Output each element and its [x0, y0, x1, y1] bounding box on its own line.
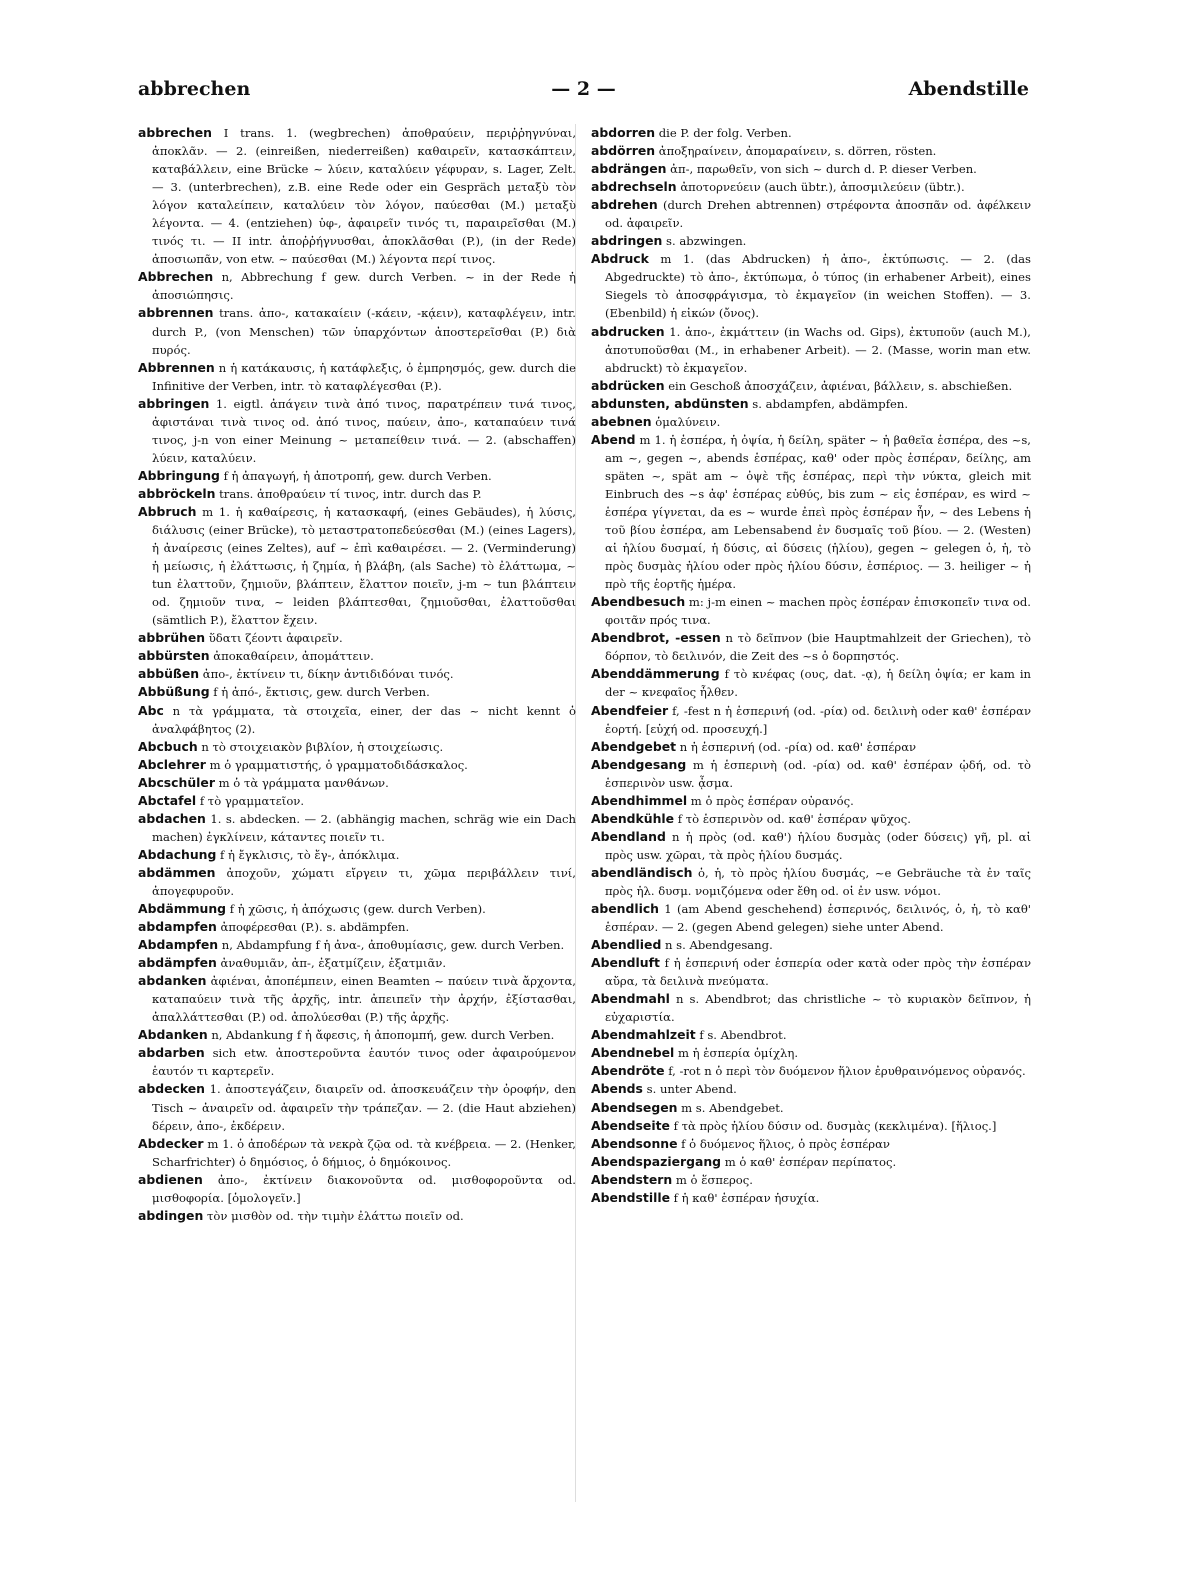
entry-definition: n ἡ πρὸς (od. καθ') ἡλίου δυσμὰς (oder δύσεις) γῆ, pl. αἱ πρὸς usw. χῶραι, τὰ πρὸς ἡλίου δυσμάς. [605, 829, 1031, 862]
dictionary-entry [138, 359, 576, 395]
dictionary-entry [591, 178, 1031, 196]
entry-definition: ἀποφέρεσθαι (P.). s. abdämpfen. [216, 920, 410, 935]
dictionary-entry [591, 142, 1031, 160]
entry-headword: Abendgesang [591, 756, 687, 772]
entry-headword: Abendfeier [591, 702, 669, 718]
entry-definition: ἀποχοῦν, χώματι εἴργειν τι, χῶμα περιβάλλειν τινί, ἀπογεφυροῦν. [152, 865, 576, 898]
entry-definition: f ἡ ἑσπερινή oder ἑσπερία oder κατὰ oder πρὸς τὴν ἑσπέραν αὔρα, τὰ δειλινὰ πνεύματα. [605, 956, 1031, 989]
entry-headword: abdienen [138, 1171, 203, 1187]
entry-definition: ἀπο-, ἐκτίνειν διακονοῦντα od. μισθοφοροῦντα od. μισθοφορία. [ὁμολογεῖν.] [152, 1172, 576, 1205]
entry-headword: Abendstille [591, 1189, 670, 1205]
entry-definition: n ἡ κατάκαυσις, ἡ κατάφλεξις, ὁ ἐμπρησμός, gew. durch die Infinitive der Verben, intr. τὸ καταφλέγεσθαι (P.). [152, 360, 576, 393]
dictionary-entry [591, 1135, 1031, 1153]
entry-headword: Abbruch [138, 503, 197, 519]
dictionary-entry [138, 665, 576, 683]
entry-definition: f ἡ καθ' ἑσπέραν ἡσυχία. [670, 1190, 820, 1205]
dictionary-entry [138, 1171, 576, 1207]
entry-definition: f ἡ χῶσις, ἡ ἀπόχωσις (gew. durch Verben). [226, 902, 486, 917]
entry-definition: f ἡ ἀπαγωγή, ἡ ἀποτροπή, gew. durch Verben. [219, 468, 492, 483]
dictionary-entry [591, 160, 1031, 178]
entry-definition: f τὸ κνέφας (ους, dat. -ᾳ), ἡ δείλη ὀψία; er kam in der ~ κνεφαῖος ἦλθεν. [605, 667, 1031, 700]
entry-definition: m ὁ πρὸς ἑσπέραν οὐρανός. [687, 793, 854, 808]
dictionary-entry [138, 683, 576, 701]
entry-headword: Abdampfen [138, 937, 219, 953]
dictionary-entry [138, 467, 576, 485]
page-number: — 2 — [551, 78, 616, 100]
entry-definition: s. abdampfen, abdämpfen. [748, 396, 909, 411]
entry-definition: m ἡ ἑσπερινὴ (od. -ρία) od. καθ' ἑσπέραν ᾠδή, od. τὸ ἑσπερινὸν usw. ᾆσμα. [605, 757, 1031, 790]
dictionary-entry [591, 1117, 1031, 1135]
entry-headword: Abbrechen [138, 269, 214, 285]
entry-definition: ὕδατι ζέοντι ἀφαιρεῖν. [205, 631, 343, 646]
entry-headword: Abbrennen [138, 359, 215, 375]
left-column [138, 124, 576, 1225]
dictionary-entry [591, 1189, 1031, 1207]
entry-definition: m ὁ γραμματιστής, ὁ γραμματοδιδάσκαλος. [205, 757, 468, 772]
entry-headword: Abendspaziergang [591, 1153, 722, 1169]
entry-headword: abdrücken [591, 377, 665, 393]
entry-definition: m ὁ καθ' ἑσπέραν περίπατος. [721, 1154, 897, 1169]
dictionary-entry [591, 124, 1031, 142]
dictionary-entry [138, 629, 576, 647]
entry-headword: Abdruck [591, 251, 649, 267]
entry-headword: abebnen [591, 413, 652, 429]
entry-headword: Abdachung [138, 846, 217, 862]
entry-headword: Abdanken [138, 1027, 208, 1043]
dictionary-entry [591, 1062, 1031, 1080]
dictionary-entry [591, 756, 1031, 792]
dictionary-entry [138, 268, 576, 304]
entry-headword: abdampfen [138, 919, 217, 935]
dictionary-entry [138, 702, 576, 738]
entry-definition: m: j-m einen ~ machen πρὸς ἑσπέραν ἐπισκοπεῖν τινα od. φοιτᾶν πρός τινα. [605, 595, 1031, 628]
dictionary-entry [138, 846, 576, 864]
entry-definition: m 1. ὁ ἀποδέρων τὰ νεκρὰ ζῷα od. τὰ κνέβρεια. — 2. (Henker, Scharfrichter) ὁ δημόσιος, ὁ δήμιος, ὁ δημόκοινος. [152, 1136, 576, 1169]
entry-headword: Abcbuch [138, 738, 198, 754]
dictionary-entry [138, 503, 576, 629]
dictionary-entry [138, 900, 576, 918]
dictionary-entry [138, 774, 576, 792]
entry-headword: abdingen [138, 1207, 204, 1223]
dictionary-entry [138, 1044, 576, 1080]
dictionary-entry [591, 196, 1031, 232]
entry-headword: abdanken [138, 973, 207, 989]
dictionary-entry [138, 972, 576, 1026]
entry-headword: Abendröte [591, 1063, 665, 1079]
entry-definition: ἀναθυμιᾶν, ἀπ-, ἐξατμίζειν, ἐξατμιᾶν. [216, 956, 447, 971]
entry-definition: ἀποκαθαίρειν, ἀπομάττειν. [209, 649, 374, 664]
entry-headword: Abbüßung [138, 684, 210, 700]
dictionary-entry [591, 954, 1031, 990]
entry-definition: n ἡ ἑσπερινή (od. -ρία) od. καθ' ἑσπέραν [676, 739, 917, 754]
entry-definition: f, -fest n ἡ ἑσπερινή (od. -ρία) od. δειλινὴ oder καθ' ἑσπέραν ἑορτή. [εὐχή od. προσευχή.] [605, 703, 1031, 736]
entry-headword: Abendmahl [591, 991, 670, 1007]
entry-definition: m ὁ ἕσπερος. [672, 1172, 753, 1187]
dictionary-entry [138, 485, 576, 503]
entry-definition: ἀφιέναι, ἀποπέμπειν, einen Beamten ~ παύειν τινὰ ἄρχοντα, καταπαύειν τινὰ τῆς ἀρχῆς, intr. ἀπειπεῖν τὴν ἀρχήν, ἐξίστασθαι, ἀπαλλάττεσθαι (P.) od. ἀπολύεσθαι (P.) τῆς ἀρχῆς. [152, 974, 576, 1025]
dictionary-entry [591, 395, 1031, 413]
entry-headword: abdörren [591, 143, 656, 159]
entry-definition: 1. ἀπο-, ἐκμάττειν (in Wachs od. Gips), ἐκτυποῦν (auch M.), ἀποτυποῦσθαι (M., in erhabener Arbeit). — 2. (Masse, worin man etw. abdruckt) τὸ ἐκμαγεῖον. [605, 324, 1031, 375]
entry-headword: Abendsegen [591, 1099, 678, 1115]
dictionary-entry [138, 1135, 576, 1171]
entry-headword: Abendland [591, 828, 666, 844]
dictionary-entry [591, 593, 1031, 629]
entry-headword: abdarben [138, 1045, 205, 1061]
dictionary-entry [591, 738, 1031, 756]
entry-definition: s. unter Abend. [642, 1082, 737, 1097]
dictionary-entry [591, 936, 1031, 954]
entry-headword: Abenddämmerung [591, 666, 720, 682]
entry-headword: abdrängen [591, 161, 667, 177]
entry-definition: n τὸ δεῖπνον (bie Hauptmahlzeit der Griechen), τὸ δόρπον, τὸ δειλινόν, die Zeit des ~s ὁ δορπηστός. [605, 631, 1031, 664]
dictionary-entry [138, 738, 576, 756]
entry-definition: f ἡ ἔγκλισις, τὸ ἔγ-, ἀπόκλιμα. [216, 847, 400, 862]
entry-definition: m 1. ἡ καθαίρεσις, ἡ κατασκαφή, (eines Gebäudes), ἡ λύσις, διάλυσις (einer Brücke), τὸ μεταστρατοπεδεύεσθαι (M.) (eines Lagers), ἡ ἀναίρεσις (eines Zeltes), auf ~ ἐπὶ καθαιρέσει. — 2. (Verminderung) ἡ μείωσις, ἡ ἐλάττωσις, ἡ ζημία, ἡ βλάβη, (als Sache) τὸ ἐλάττωμα, ~ tun ἐλαττοῦν, ζημιοῦν, βλάπτειν, ἔλαττον ποιεῖν, j-m ~ tun βλάπτειν od. ζημιοῦν τινα, ~ leiden βλάπτεσθαι, ζημιοῦσθαι, ἐλαττοῦσθαι (sämtlich P.), ἔλαττον ἔχειν. [152, 504, 576, 628]
dictionary-entry [138, 395, 576, 467]
dictionary-entry [138, 954, 576, 972]
entry-definition: m s. Abendgebet. [677, 1100, 784, 1115]
entry-headword: Abendstern [591, 1171, 673, 1187]
dictionary-entry [591, 900, 1031, 936]
dictionary-entry [591, 864, 1031, 900]
entry-definition: trans. ἀπο-, κατακαίειν (-κάειν, -κᾴειν), καταφλέγειν, intr. durch P., (von Menschen) τῶν ὑπαρχόντων ἀποστερεῖσθαι (P.) διὰ πυρός. [152, 306, 576, 357]
entry-headword: abbürsten [138, 648, 210, 664]
entry-headword: Abendbesuch [591, 594, 686, 610]
dictionary-entry [591, 1171, 1031, 1189]
page-header [138, 78, 1029, 112]
dictionary-entry [138, 792, 576, 810]
entry-definition: f τὸ ἑσπερινὸν od. καθ' ἑσπέραν ψῦχος. [674, 811, 911, 826]
dictionary-entry [591, 792, 1031, 810]
entry-definition: ὁ, ἡ, τὸ πρὸς ἡλίου δυσμάς, ~e Gebräuche τὰ ἐν ταῖς πρὸς ἡλ. δυσμ. νομιζόμενα oder ἔθη od. οἱ ἐν usw. νόμοι. [605, 865, 1031, 898]
entry-headword: Abends [591, 1081, 643, 1097]
entry-definition: n, Abdampfung f ἡ ἀνα-, ἀποθυμίασις, gew. durch Verben. [218, 938, 565, 953]
entry-headword: abdämpfen [138, 955, 217, 971]
entry-headword: abdringen [591, 233, 663, 249]
entry-headword: Abc [138, 702, 164, 718]
entry-definition: m ὁ τὰ γράμματα μανθάνων. [214, 775, 389, 790]
entry-headword: Abendhimmel [591, 792, 688, 808]
dictionary-entry [591, 629, 1031, 665]
dictionary-entry [138, 864, 576, 900]
entry-definition: s. abzwingen. [662, 234, 747, 249]
entry-headword: Abend [591, 431, 636, 447]
entry-definition: m ἡ ἑσπερία ὁμίχλη. [674, 1046, 799, 1061]
entry-definition: I trans. 1. (wegbrechen) ἀποθραύειν, περιῤῥηγνύναι, ἀποκλᾶν. — 2. (einreißen, niederreißen) καθαιρεῖν, κατασκάπτειν, καταβάλλειν, eine Brücke ~ λύειν, καταλύειν γέφυραν, s. Lager, Zelt. — 3. (unterbrechen), z.B. eine Rede oder ein Gespräch μεταξὺ τὸν λόγον καταλείπειν, καταλύειν τὸν λόγον, παύεσθαι (M.) μεταξὺ λέγοντα. — 4. (entziehen) ὑφ-, ἀφαιρεῖν τινός τι, παραιρεῖσθαι (M.) τινός τι. — II intr. ἀποῤῥήγνυσθαι, ἀποκλᾶσθαι (P.), (in der Rede) ἀποσιωπᾶν, von etw. ~ παύεσθαι (M.) λέγοντα περί τινος. [152, 126, 576, 267]
entry-headword: abendlich [591, 901, 659, 917]
entry-headword: abbüßen [138, 666, 200, 682]
dictionary-entry [138, 810, 576, 846]
entry-headword: Abctafel [138, 792, 197, 808]
dictionary-entry [591, 377, 1031, 395]
entry-headword: abdecken [138, 1081, 205, 1097]
entry-headword: Abendkühle [591, 810, 675, 826]
entry-definition: 1. eigtl. ἀπάγειν τινὰ ἀπό τινος, παρατρέπειν τινά τινος, ἀφιστάναι τινὰ τινος od. ἀπό τινος, παύειν, ἀπο-, καταπαύειν τινά τινος, j-n von einer Meinung ~ μεταπείθειν τινά. — 2. (abschaffen) λύειν, καταλύειν. [152, 396, 576, 465]
entry-headword: abdrechseln [591, 179, 677, 195]
entry-definition: 1. s. abdecken. — 2. (abhängig machen, schräg wie ein Dach machen) ἐγκλίνειν, κάταντες ποιεῖν τι. [152, 811, 576, 844]
right-column [591, 124, 1031, 1207]
entry-definition: n, Abdankung f ἡ ἄφεσις, ἡ ἀποπομπή, gew. durch Verben. [207, 1028, 555, 1043]
entry-headword: Abcschüler [138, 774, 215, 790]
entry-headword: Abbringung [138, 467, 220, 483]
dictionary-entry [138, 647, 576, 665]
entry-headword: abendländisch [591, 864, 693, 880]
entry-definition: ἀποξηραίνειν, ἀπομαραίνειν, s. dörren, rösten. [655, 144, 937, 159]
dictionary-entry [591, 1044, 1031, 1062]
entry-definition: ἀπο-, ἐκτίνειν τι, δίκην ἀντιδιδόναι τινός. [199, 667, 454, 682]
entry-headword: Abendgebet [591, 738, 677, 754]
entry-headword: abbrühen [138, 630, 206, 646]
entry-definition: m 1. (das Abdrucken) ἡ ἀπο-, ἐκτύπωσις. — 2. (das Abgedruckte) τὸ ἀπο-, ἐκτύπωμα, ὁ τύπος (in erhabener Arbeit), eines Siegels τὸ ἀποσφράγισμα, τὸ ἐκμαγεῖον (in weichen Stoffen). — 3. (Ebenbild) ἡ εἰκών (ὄνος). [605, 252, 1031, 321]
entry-definition: n, Abbrechung f gew. durch Verben. ~ in der Rede ἡ ἀποσιώπησις. [152, 270, 576, 303]
dictionary-entry [591, 702, 1031, 738]
dictionary-entry [138, 124, 576, 268]
entry-headword: Abendsonne [591, 1135, 678, 1151]
entry-headword: Abendluft [591, 955, 660, 971]
entry-definition: trans. ἀποθραύειν τί τινος, intr. durch das P. [215, 486, 482, 501]
dictionary-entry [138, 1026, 576, 1044]
entry-definition: (durch Drehen abtrennen) στρέφοντα ἀποσπᾶν od. ἀφέλκειν od. ἀφαιρεῖν. [605, 198, 1031, 231]
entry-definition: f s. Abendbrot. [695, 1028, 787, 1043]
entry-definition: n s. Abendbrot; das christliche ~ τὸ κυριακὸν δεῖπνον, ἡ εὐχαριστία. [605, 992, 1031, 1025]
entry-headword: Abendnebel [591, 1045, 675, 1061]
entry-definition: f ὁ δυόμενος ἥλιος, ὁ πρὸς ἑσπέραν [677, 1136, 890, 1151]
entry-headword: Abendmahlzeit [591, 1027, 696, 1043]
entry-definition: n τὸ στοιχειακὸν βιβλίον, ἡ στοιχείωσις. [197, 739, 444, 754]
dictionary-entry [591, 250, 1031, 322]
entry-definition: 1. ἀποστεγάζειν, διαιρεῖν od. ἀποσκευάζειν τὴν ὀροφήν, den Tisch ~ ἀναιρεῖν od. ἀφαιρεῖν τὴν τράπεζαν. — 2. (die Haut abziehen) δέρειν, ἀπο-, ἐκδέρειν. [152, 1082, 576, 1133]
entry-definition: f τὸ γραμματεῖον. [196, 793, 305, 808]
entry-headword: abdorren [591, 125, 656, 140]
dictionary-entry [138, 756, 576, 774]
entry-headword: abdachen [138, 810, 206, 826]
entry-headword: Abdämmung [138, 901, 227, 917]
entry-headword: abbringen [138, 395, 210, 411]
entry-headword: abdrehen [591, 197, 658, 213]
entry-headword: abdämmen [138, 864, 216, 880]
dictionary-entry [591, 665, 1031, 701]
entry-headword: Abdecker [138, 1135, 204, 1151]
dictionary-entry [591, 990, 1031, 1026]
running-head-right: Abendstille [908, 78, 1029, 100]
dictionary-entry [591, 1099, 1031, 1117]
dictionary-entry [138, 918, 576, 936]
dictionary-entry [591, 431, 1031, 593]
dictionary-entry [591, 232, 1031, 250]
dictionary-entry [591, 810, 1031, 828]
entry-headword: abbrechen [138, 125, 213, 140]
entry-definition: ὁμαλύνειν. [651, 414, 721, 429]
entry-headword: Abendseite [591, 1117, 670, 1133]
entry-headword: abbrennen [138, 305, 214, 321]
entry-definition: n s. Abendgesang. [661, 938, 773, 953]
entry-definition: ein Geschoß ἀποσχάζειν, ἀφιέναι, βάλλειν, s. abschießen. [664, 378, 1013, 393]
dictionary-entry [138, 1207, 576, 1225]
entry-definition: m 1. ἡ ἑσπέρα, ἡ ὀψία, ἡ δείλη, später ~ ἡ βαθεῖα ἑσπέρα, des ~s, am ~, gegen ~, abends ἑσπέρας, καθ' oder πρὸς ἑσπέραν, δείλης, am späten ~, spät am ~ ὀψὲ τῆς ἑσπέρας, περὶ τὴν νύκτα, gleich mit Einbruch des ~s ἀφ' ἑσπέρας εὐθύς, bis zum ~ εἰς ἑσπέραν, es wird ~ ἑσπέρα γίγνεται, da es ~ wurde ἐπεὶ πρὸς ἑσπέραν ἦν, ~ des Lebens ἡ τοῦ βίου ἑσπέρα, am Lebensabend ἐν δυσμαῖς τοῦ βίου. — 2. (Westen) αἱ ἡλίου δυσμαί, ἡ δύσις, αἱ δύσεις (ἡλίου), gegen ~ gelegen ὁ, ἡ, τὸ πρὸς δυσμὰς ἡλίου oder πρὸς ἡλίου δύσιν, ἑσπέριος. — 3. heiliger ~ ἡ πρὸ τῆς ἑορτῆς ἡμέρα. [605, 432, 1031, 592]
dictionary-entry [591, 1153, 1031, 1171]
entry-definition: f τὰ πρὸς ἡλίου δύσιν od. δυσμὰς (κεκλιμένα). [ἥλιος.] [669, 1118, 997, 1133]
entry-definition: die P. der folg. Verben. [655, 126, 792, 140]
dictionary-entry [138, 936, 576, 954]
running-head-left: abbrechen [138, 78, 251, 100]
entry-headword: Abendlied [591, 937, 662, 953]
dictionary-entry [138, 304, 576, 358]
entry-definition: ἀποτορνεύειν (auch übtr.), ἀποσμιλεύειν (übtr.). [676, 180, 965, 195]
entry-definition: 1 (am Abend geschehend) ἑσπερινός, δειλινός, ὁ, ἡ, τὸ καθ' ἑσπέραν. — 2. (gegen Abend gelegen) siehe unter Abend. [605, 902, 1031, 935]
dictionary-entry [591, 828, 1031, 864]
dictionary-entry [591, 413, 1031, 431]
entry-headword: abbröckeln [138, 485, 216, 501]
dictionary-entry [591, 323, 1031, 377]
entry-definition: sich etw. ἀποστεροῦντα ἑαυτόν τινος oder ἀφαιρούμενον ἑαυτόν τι καρτερεῖν. [152, 1046, 576, 1079]
entry-headword: abdrucken [591, 323, 665, 339]
entry-headword: Abclehrer [138, 756, 206, 772]
entry-headword: Abendbrot, -essen [591, 630, 721, 646]
entry-definition: f ἡ ἀπό-, ἔκτισις, gew. durch Verben. [209, 685, 430, 700]
entry-definition: ἀπ-, παρωθεῖν, von sich ~ durch d. P. dieser Verben. [666, 162, 977, 177]
entry-headword: abdunsten, abdünsten [591, 395, 749, 411]
dictionary-entry [591, 1026, 1031, 1044]
entry-definition: τὸν μισθὸν od. τὴν τιμὴν ἐλάττω ποιεῖν od. [203, 1208, 464, 1223]
entry-definition: f, -rot n ὁ περὶ τὸν δυόμενον ἥλιον ἐρυθραινόμενος οὐρανός. [664, 1064, 1026, 1079]
entry-definition: n τὰ γράμματα, τὰ στοιχεῖα, einer, der das ~ nicht kennt ὁ ἀναλφάβητος (2). [152, 703, 576, 736]
dictionary-entry [591, 1080, 1031, 1098]
dictionary-entry [138, 1080, 576, 1134]
